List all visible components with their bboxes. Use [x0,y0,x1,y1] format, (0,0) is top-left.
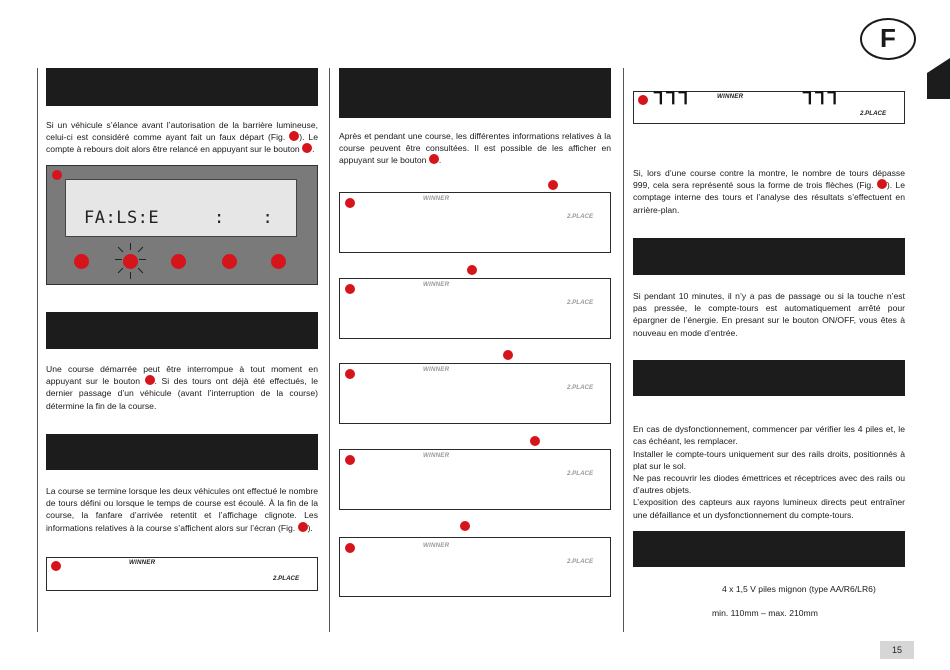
interrupt-text-body: Une course démarrée peut être interrompue à tout moment en appuyant sur le bouton . Si des tours ont déjà été effectués, le dernier passage d’un véhicule (avant l’interruption de la course) détermine la fin de la course. [46,364,319,411]
section-header-specs [633,531,905,567]
lcd-colons: : : [214,208,287,228]
spec-batteries: 4 x 1,5 V piles mignon (type AA/R6/LR6) [722,584,876,594]
highlight-ray [130,243,131,250]
race-end-text [46,485,318,534]
figure-marker-dot [345,369,355,379]
figure-marker-dot [345,543,355,553]
info-display-box-1 [339,192,611,253]
highlight-ray [138,247,144,253]
device-button-5 [271,254,286,269]
auto-off-text-body: Si pendant 10 minutes, il n’y a pas de passage ou si la touche n’est pas pressée, le compte-tours est automatiquement arrêté pour épargner de l’énergie. En presant sur le bouton ON/OFF, vous êtes à nouveau en mode d’entrée. [633,291,905,338]
second-place-label: 2.PLACE [567,213,594,220]
winner-label: WINNER [423,281,450,288]
page-number: 15 [880,641,914,659]
inline-reference-dot [302,143,312,153]
highlight-ray [118,268,124,274]
inline-reference-dot [289,131,299,141]
figure-marker-dot [345,284,355,294]
second-place-label: 2.PLACE [567,470,594,477]
inline-reference-dot [429,154,439,164]
section-header-interrupt [46,312,318,349]
column-rule-left [37,68,38,632]
device-lcd-screen [65,179,297,237]
column-rule-right [623,68,624,632]
figure-marker-dot [51,561,61,571]
result-display-figure [46,557,318,591]
info-display-box-3 [339,363,611,424]
edge-tab-block [927,73,950,99]
second-place-label: 2.PLACE [273,575,300,582]
winner-label: WINNER [717,93,744,100]
winner-label: WINNER [423,366,450,373]
inline-reference-dot [145,375,155,385]
lap-overflow-arrows-left: ᒣᒣᒣ [653,89,691,109]
figure-marker-dot [638,95,648,105]
figure-marker-dot [345,198,355,208]
button-marker-dot [503,350,513,360]
arrows-display-figure [633,91,905,124]
edge-tab-marker [927,58,950,73]
troubleshooting-text-body: En cas de dysfonctionnement, commencer par vérifier les 4 piles et, le cas échéant, les remplacer. Installer le compte-tours uniquement sur des rails droits, positionnés à plat sur le sol. Ne pas recouvrir les diodes émettrices et réceptrices avec des rails ou d’autres objets. L’exposition des capteurs aux rayons lumineux directs peut entraîner une défaillance et un dysfonctionnement du compte-tours. [633,424,905,520]
winner-label: WINNER [423,542,450,549]
device-button-4 [222,254,237,269]
race-info-text [339,130,611,167]
device-button-2-highlighted [123,254,138,269]
second-place-label: 2.PLACE [567,384,594,391]
second-place-label: 2.PLACE [860,110,887,117]
inline-reference-dot [877,179,887,189]
auto-off-text [633,290,905,339]
figure-marker-dot [345,455,355,465]
section-header-race-end [46,434,318,470]
info-display-box-4 [339,449,611,510]
winner-label: WINNER [129,559,156,566]
lap-overflow-text-body: Si, lors d’une course contre la montre, le nombre de tours dépasse 999, cela sera représenté sous la forme de trois flèches (Fig. ). Le comptage interne des tours et l’analyse des résultats s’effectuent en arrière-plan. [633,168,905,215]
button-marker-dot [467,265,477,275]
highlight-ray [130,272,131,279]
highlight-ray [115,259,122,260]
winner-label: WINNER [423,195,450,202]
button-marker-dot [530,436,540,446]
info-display-box-5 [339,537,611,597]
winner-label: WINNER [423,452,450,459]
device-button-1 [74,254,89,269]
race-info-text-body: Après et pendant une course, les différentes informations relatives à la course peuvent être consultées. Il est possible de les afficher en appuyant sur le bouton . [339,131,611,166]
false-start-text-body: Si un véhicule s’élance avant l’autorisation de la barrière lumineuse, celui-ci est considéré comme ayant fait un faux départ (Fig. ). Le compte à rebours doit alors être relancé en appuyant sur le bouton . [46,120,318,155]
highlight-ray [138,268,144,274]
troubleshooting-text [633,411,905,521]
section-header-false-start [46,68,318,106]
info-display-box-2 [339,278,611,339]
button-marker-dot [548,180,558,190]
language-badge [860,18,916,60]
section-header-troubleshooting [633,360,905,396]
second-place-label: 2.PLACE [567,299,594,306]
button-marker-dot [460,521,470,531]
section-header-auto-off [633,238,905,275]
highlight-ray [139,259,146,260]
figure-marker-dot [52,170,62,180]
lap-counter-device-figure [46,165,318,285]
lap-overflow-text [633,167,905,216]
inline-reference-dot [298,522,308,532]
lcd-false-readout: FA:LS:E [84,208,160,228]
interrupt-text [46,363,318,412]
highlight-ray [118,247,124,253]
spec-track-width: min. 110mm – max. 210mm [712,608,818,618]
second-place-label: 2.PLACE [567,558,594,565]
false-start-text [46,119,318,156]
device-button-3 [171,254,186,269]
race-end-text-body: La course se termine lorsque les deux véhicules ont effectué le nombre de tours défini ou lorsque le temps de course est écoulé. À la fin de la course, la fanfare d’arrivée retentit et l’affichage clignote. Les informations relatives à la course s’affichent alors sur l’écran (Fig. ). [46,486,318,533]
column-rule-mid [329,68,330,632]
language-code: F [880,23,896,53]
section-header-race-info [339,68,611,118]
lap-overflow-arrows-right: ᒣᒣᒣ [802,89,840,109]
